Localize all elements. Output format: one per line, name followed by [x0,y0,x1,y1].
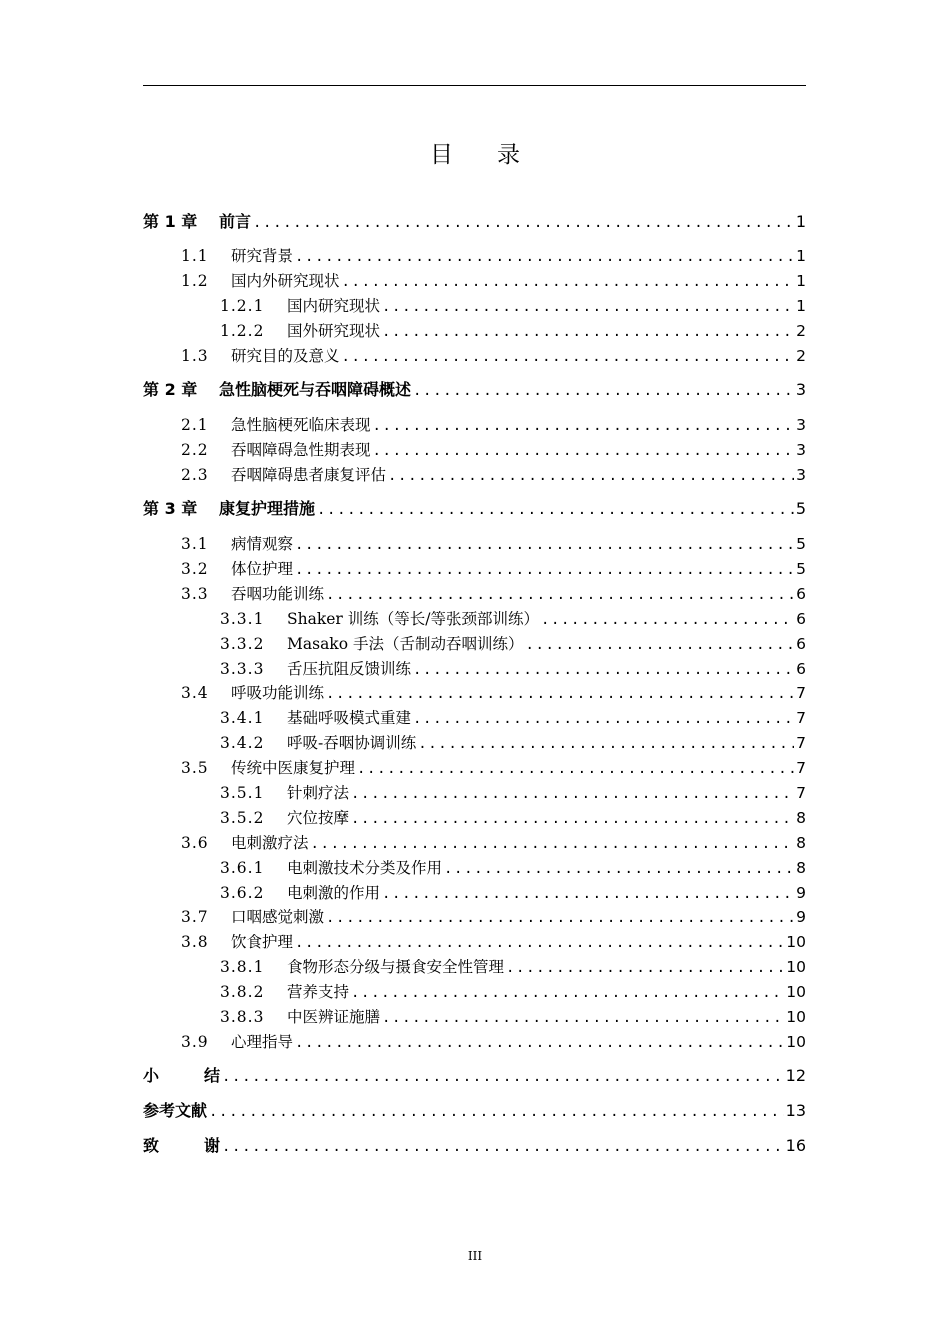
toc-entry-title: 康复护理措施 [219,499,316,518]
toc-leader-dots [373,442,795,460]
toc-entry-title: 吞咽障碍患者康复评估 [231,466,387,484]
toc-entry-title: 电刺激疗法 [231,834,309,852]
toc-leader-dots [357,760,794,778]
toc-leader-dots [253,214,794,232]
toc-entry[interactable] [143,879,806,903]
toc-entry[interactable] [143,679,806,703]
toc-entry[interactable] [143,754,806,778]
toc-title [0,136,950,169]
toc-entry-number: 2.2 [181,441,209,459]
toc-entry[interactable] [143,655,806,679]
toc-entry-page: 7 [796,759,806,777]
toc-entry-title: 小 结 [143,1066,221,1085]
toc-entry-page: 5 [795,499,806,518]
toc-leader-dots [295,536,794,554]
toc-leader-dots [525,636,794,654]
toc-entry-page: 2 [796,322,806,340]
toc-entry-title: 急性脑梗死与吞咽障碍概述 [219,380,412,399]
toc-entry-page: 7 [796,684,806,702]
toc-entry-number: 3.5 [181,759,209,777]
toc-leader-dots [351,810,794,828]
toc-leader-dots [326,586,794,604]
toc-entry[interactable] [143,436,806,460]
toc-entry-title: 国内研究现状 [287,297,381,315]
toc-entry-title: 心理指导 [231,1033,294,1051]
toc-entry-page: 10 [786,933,806,951]
toc-entry[interactable] [143,376,806,400]
toc-entry-title: 国内外研究现状 [231,272,340,290]
toc-title-char-1: 目 [430,142,453,168]
toc-entry-number: 3.9 [181,1033,209,1051]
toc-entry-number: 3.8.1 [220,958,265,976]
toc-entry-title: 体位护理 [231,560,294,578]
toc-entry-number: 1.3 [181,347,209,365]
toc-entry-page: 3 [796,416,806,434]
toc-entry-page: 10 [786,983,806,1001]
toc-entry-page: 2 [796,347,806,365]
toc-entry[interactable] [143,903,806,927]
toc-entry-title: 口咽感觉刺激 [231,908,325,926]
toc-entry-title: 急性脑梗死临床表现 [231,416,371,434]
toc-entry-page: 8 [796,809,806,827]
toc-entry-title: 食物形态分级与摄食安全性管理 [287,958,505,976]
toc-entry[interactable] [143,1028,806,1052]
toc-entry-page: 6 [796,585,806,603]
toc-entry-number: 第 1 章 [143,212,198,231]
toc-entry-title: 吞咽障碍急性期表现 [231,441,371,459]
toc-entry-number: 3.5.2 [220,809,265,827]
toc-entry[interactable] [143,978,806,1002]
toc-entry-number: 3.8.2 [220,983,265,1001]
toc-entry[interactable] [143,829,806,853]
toc-entry[interactable] [143,242,806,266]
toc-entry-page: 13 [785,1101,806,1120]
toc-entry[interactable] [143,1003,806,1027]
toc-entry[interactable] [143,580,806,604]
toc-entry-page: 9 [796,908,806,926]
toc-entry[interactable] [143,854,806,878]
toc-entry-number: 3.2 [181,560,209,578]
toc-entry-title: 呼吸功能训练 [231,684,325,702]
toc-entry[interactable] [143,267,806,291]
toc-entry-number: 3.1 [181,535,209,553]
toc-leader-dots [222,1138,784,1156]
toc-entry-number: 3.6 [181,834,209,852]
toc-entry-number: 3.7 [181,908,209,926]
toc-leader-dots [382,885,794,903]
toc-entry[interactable] [143,342,806,366]
toc-entry-title: 中医辨证施膳 [287,1008,381,1026]
toc-entry-page: 1 [796,297,806,315]
toc-entry-title: 电刺激技术分类及作用 [287,859,443,877]
toc-leader-dots [351,984,784,1002]
toc-entry[interactable] [143,530,806,554]
toc-leader-dots [413,710,794,728]
toc-entry[interactable] [143,1097,806,1121]
toc-entry[interactable] [143,928,806,952]
toc-entry-number: 3.4 [181,684,209,702]
toc-entry-number: 1.1 [181,247,209,265]
toc-entry-page: 12 [785,1066,806,1085]
toc-leader-dots [326,909,794,927]
toc-entry-title: 营养支持 [287,983,350,1001]
toc-entry-title: 舌压抗阻反馈训练 [287,660,412,678]
toc-entry-title: 参考文献 [143,1101,208,1120]
page-number-footer: III [467,1249,483,1263]
toc-entry[interactable] [143,1132,806,1156]
toc-entry-number: 3.5.1 [220,784,265,802]
toc-entry[interactable] [143,495,806,519]
toc-entry-page: 5 [796,535,806,553]
toc-entry[interactable] [143,605,806,629]
toc-entry-number: 3.3.3 [220,660,265,678]
toc-entry-page: 8 [796,834,806,852]
toc-title-char-2: 录 [497,142,520,168]
toc-entry-page: 3 [796,466,806,484]
toc-entry-title: 呼吸-吞咽协调训练 [287,734,417,752]
toc-entry-title: 病情观察 [231,535,294,553]
toc-entry-page: 10 [786,1008,806,1026]
toc-leader-dots [413,382,794,400]
toc-entry-number: 3.6.1 [220,859,265,877]
toc-leader-dots [295,248,794,266]
toc-entry-title: 研究背景 [231,247,294,265]
toc-entry-number: 2.3 [181,466,209,484]
toc-leader-dots [413,661,794,679]
toc-entry[interactable] [143,804,806,828]
toc-entry-page: 7 [796,784,806,802]
toc-entry-title: 传统中医康复护理 [231,759,356,777]
toc-entry[interactable] [143,555,806,579]
toc-entry-page: 5 [796,560,806,578]
toc-leader-dots [382,323,794,341]
toc-entry[interactable] [143,317,806,341]
toc-entry-number: 3.4.2 [220,734,265,752]
toc-entry-number: 2.1 [181,416,209,434]
toc-entry[interactable] [143,1062,806,1086]
toc-entry-number: 3.3.2 [220,635,265,653]
toc-entry-title: 研究目的及意义 [231,347,340,365]
toc-leader-dots [311,835,795,853]
toc-entry-page: 7 [796,734,806,752]
toc-entry-number: 1.2.2 [220,322,265,340]
toc-entry-title: 国外研究现状 [287,322,381,340]
toc-entry-page: 16 [785,1136,806,1155]
toc-leader-dots [342,273,795,291]
toc-entry-number: 3.8 [181,933,209,951]
toc-leader-dots [326,685,794,703]
toc-entry[interactable] [143,630,806,654]
toc-entry-title: 吞咽功能训练 [231,585,325,603]
toc-leader-dots [444,860,794,878]
toc-entry[interactable] [143,779,806,803]
toc-entry-page: 8 [796,859,806,877]
toc-entry-page: 9 [796,884,806,902]
toc-entry-page: 1 [795,212,806,231]
toc-leader-dots [295,934,784,952]
toc-entry[interactable] [143,729,806,753]
toc-leader-dots [351,785,794,803]
toc-entry-page: 7 [796,709,806,727]
toc-entry-page: 1 [796,272,806,290]
toc-leader-dots [382,298,794,316]
toc-leader-dots [295,561,794,579]
toc-leader-dots [222,1068,784,1086]
toc-entry-number: 1.2 [181,272,209,290]
toc-entry-title: 电刺激的作用 [287,884,381,902]
toc-entry-title: 前言 [219,212,252,231]
toc-entry-number: 3.8.3 [220,1008,265,1026]
toc-entry-title: 饮食护理 [231,933,294,951]
toc-entry[interactable] [143,292,806,316]
toc-entry-page: 3 [795,380,806,399]
toc-entry-page: 1 [796,247,806,265]
toc-entry-number: 3.3.1 [220,610,265,628]
toc-entry-page: 6 [796,610,806,628]
toc-leader-dots [342,348,795,366]
toc-entry-number: 第 3 章 [143,499,198,518]
toc-entry-page: 10 [786,958,806,976]
toc-entry-page: 6 [796,635,806,653]
toc-entry-title: Shaker 训练（等长/等张颈部训练） [287,610,539,628]
toc-entry-page: 3 [796,441,806,459]
toc-leader-dots [506,959,784,977]
toc-entry-number: 1.2.1 [220,297,265,315]
toc-entry-number: 3.6.2 [220,884,265,902]
toc-leader-dots [382,1009,784,1027]
toc-entry-number: 3.3 [181,585,209,603]
toc-leader-dots [295,1034,784,1052]
toc-leader-dots [541,611,794,629]
toc-entry[interactable] [143,411,806,435]
toc-entry-title: 针刺疗法 [287,784,350,802]
toc-entry[interactable] [143,208,806,232]
toc-entry[interactable] [143,953,806,977]
toc-entry-title: 致 谢 [143,1136,221,1155]
header-rule [143,85,806,86]
toc-entry-title: 基础呼吸模式重建 [287,709,412,727]
toc-leader-dots [388,467,794,485]
toc-entry[interactable] [143,461,806,485]
toc-entry-number: 3.4.1 [220,709,265,727]
toc-leader-dots [373,417,795,435]
toc-leader-dots [418,735,794,753]
toc-entry-title: 穴位按摩 [287,809,350,827]
toc-entry-page: 6 [796,660,806,678]
toc-leader-dots [317,501,794,519]
toc-entry[interactable] [143,704,806,728]
toc-entry-title: Masako 手法（舌制动吞咽训练） [287,635,524,653]
toc-entry-page: 10 [786,1033,806,1051]
toc-leader-dots [209,1103,784,1121]
toc-entry-number: 第 2 章 [143,380,198,399]
